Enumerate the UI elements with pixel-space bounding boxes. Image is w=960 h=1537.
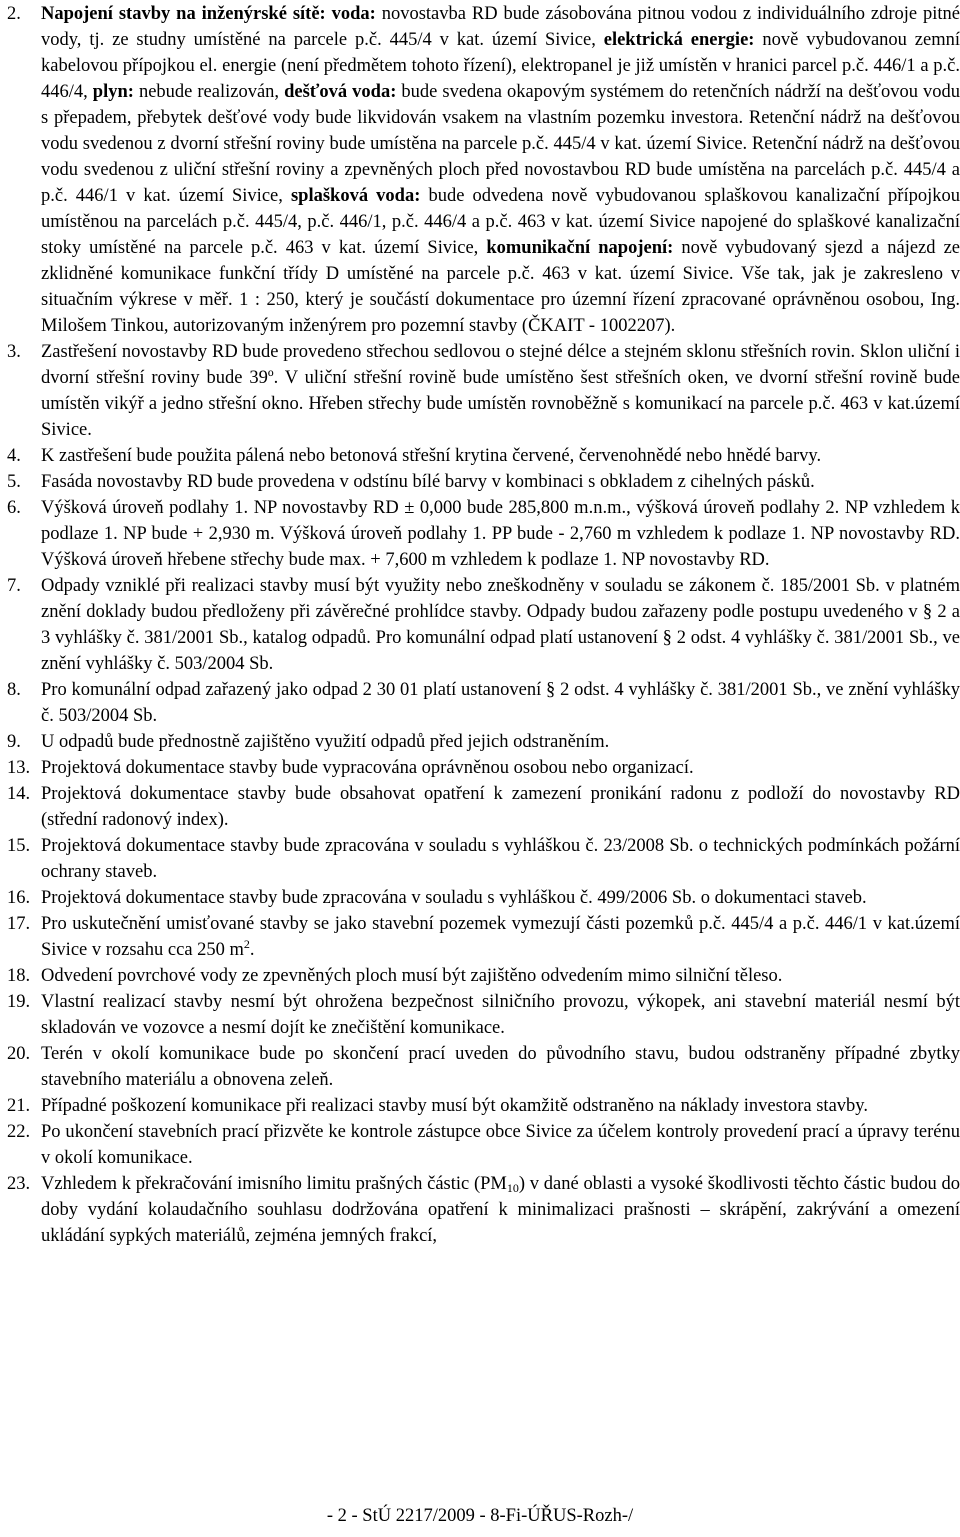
subscript: 10	[506, 1181, 519, 1195]
item-number: 19.	[7, 992, 31, 1012]
item-text	[41, 989, 960, 1041]
text-run: ) v dané oblasti a vysoké škodlivosti těchto částic budou do doby vydání kolaudačního souhlasu dodržována opatření k minimalizaci prašnosti – skrápění, zakrývání a omezení ukládání sypkých materiálů, zejména jemných frakcí,	[41, 1174, 960, 1246]
text-run: Výšková úroveň podlahy 1. NP novostavby RD ± 0,000 bude 285,800 m.n.m., výšková úroveň podlahy 2. NP vzhledem k podlaze 1. NP bude + 2,930 m. Výšková úroveň podlahy 1. PP bude - 2,760 m vzhledem k podlaze 1. NP novostavby RD. Výšková úroveň hřebene střechy bude max. + 7,600 m vzhledem k podlaze 1. NP novostavby RD.	[41, 498, 960, 570]
item-number: 16.	[7, 888, 31, 908]
item-text	[41, 469, 960, 495]
bold-label: elektrická energie:	[603, 30, 755, 50]
list-item	[7, 963, 960, 989]
item-number: 4.	[7, 446, 21, 466]
item-number: 17.	[7, 914, 31, 934]
item-text	[41, 1, 960, 339]
text-run: Vlastní realizací stavby nesmí být ohrožena bezpečnost silničního provozu, výkopek, ani stavební materiál nesmí být skladován ve vozovce a nesmí dojít ke znečištění komunikace.	[41, 992, 960, 1038]
item-number: 20.	[7, 1044, 31, 1064]
text-run: .	[249, 940, 255, 960]
text-run: Případné poškození komunikace při realizaci stavby musí být okamžitě odstraněno na náklady investora stavby.	[41, 1096, 868, 1116]
item-number: 14.	[7, 784, 31, 804]
text-run: Projektová dokumentace stavby bude zpracována v souladu s vyhláškou č. 23/2008 Sb. o technických podmínkách požární ochrany staveb.	[41, 836, 960, 882]
bold-label: plyn:	[92, 82, 134, 102]
text-run: nebude realizován,	[133, 82, 285, 102]
item-text	[41, 443, 960, 469]
text-run: Odvedení povrchové vody ze zpevněných ploch musí být zajištěno odvedením mimo silniční těleso.	[41, 966, 783, 986]
text-run: bude odvedena nově vybudovanou splaškovou kanalizační přípojkou umístěnou na parcelách p.č. 445/4, p.č. 446/1, p.č. 446/4 a p.č. 463 v kat. území Sivice napojené do splaškové kanalizační stoky umístěné na parcele p.č. 463 v kat. území Sivice,	[41, 186, 960, 258]
item-text	[41, 781, 960, 833]
item-number: 15.	[7, 836, 31, 856]
bold-label: dešťová voda:	[284, 82, 397, 102]
list-item	[7, 989, 960, 1041]
item-text	[41, 573, 960, 677]
item-text	[41, 885, 960, 911]
item-text	[41, 495, 960, 573]
text-run: Pro uskutečnění umisťované stavby se jako stavební pozemek vymezují části pozemků p.č. 445/4 a p.č. 446/1 v kat.území Sivice v rozsahu cca 250 m	[41, 914, 960, 960]
list-item	[7, 573, 960, 677]
bold-label: Napojení stavby na inženýrské sítě: voda:	[41, 4, 376, 24]
text-run: Fasáda novostavby RD bude provedena v odstínu bílé barvy v kombinaci s obkladem z cihelných pásků.	[41, 472, 815, 492]
text-run: U odpadů bude přednostně zajištěno využití odpadů před jejich odstraněním.	[41, 732, 610, 752]
list-item	[7, 677, 960, 729]
list-item	[7, 1093, 960, 1119]
bold-label: splašková voda:	[290, 186, 421, 206]
text-run: Projektová dokumentace stavby bude obsahovat opatření k zamezení pronikání radonu z podloží do novostavby RD (střední radonový index).	[41, 784, 960, 830]
item-text	[41, 911, 960, 963]
item-number: 3.	[7, 342, 21, 362]
text-run: Vzhledem k překračování imisního limitu prašných částic (PM	[41, 1174, 507, 1194]
list-item	[7, 443, 960, 469]
list-item	[7, 1171, 960, 1249]
item-number: 9.	[7, 732, 21, 752]
text-run: nově vybudovanou zemní kabelovou přípojkou el. energie (není předmětem tohoto řízení), elektropanel je již umístěn v hranici parcel p.č. 446/1 a p.č. 446/4,	[41, 30, 960, 102]
list-item	[7, 833, 960, 885]
item-text	[41, 963, 960, 989]
item-number: 6.	[7, 498, 21, 518]
list-item	[7, 1119, 960, 1171]
text-run: Po ukončení stavebních prací přizvěte ke kontrole zástupce obce Sivice za účelem kontroly provedení prací a úpravy terénu v okolí komunikace.	[41, 1122, 960, 1168]
item-text	[41, 1119, 960, 1171]
item-number: 23.	[7, 1174, 31, 1194]
text-run: novostavba RD bude zásobována pitnou vodou z individuálního zdroje pitné vody, tj. ze studny umístěné na parcele p.č. 445/4 v kat. území Sivice,	[41, 4, 960, 50]
item-text	[41, 833, 960, 885]
text-run: Projektová dokumentace stavby bude zpracována v souladu s vyhláškou č. 499/2006 Sb. o dokumentaci staveb.	[41, 888, 867, 908]
item-number: 7.	[7, 576, 21, 596]
list-item	[7, 781, 960, 833]
item-number: 5.	[7, 472, 21, 492]
text-run: bude svedena okapovým systémem do retenčních nádrží na dešťovou vodu s přepadem, přebytek dešťové vody bude likvidován vsakem na vlastním pozemku investora. Retenční nádrž na dešťovou vodu svedenou z dvorní střešní roviny bude umístěna na parcele p.č. 445/4 v kat. území Sivice. Retenční nádrž na dešťovou vodu svedenou z uliční střešní roviny a zpevněných ploch před novostavbou RD bude umístěna na parcelách p.č. 445/4 a p.č. 446/1 v kat. území Sivice,	[41, 82, 960, 206]
text-run: nově vybudovaný sjezd a nájezd ze zklidněné komunikace funkční třídy D umístěné na parcele p.č. 463 v kat. území Sivice. Vše tak, jak je zakresleno v situačním výkrese v měř. 1 : 250, který je součástí dokumentace pro územní řízení zpracované oprávněnou osobou, Ing. Milošem Tinkou, autorizovaným inženýrem pro pozemní stavby (ČKAIT - 1002207).	[41, 238, 960, 336]
item-text	[41, 1171, 960, 1249]
item-text	[41, 339, 960, 443]
item-number: 13.	[7, 758, 31, 778]
list-item	[7, 755, 960, 781]
item-text	[41, 677, 960, 729]
list-item	[7, 339, 960, 443]
conditions-list	[7, 1, 960, 1249]
list-item	[7, 469, 960, 495]
text-run: Zastřešení novostavby RD bude provedeno střechou sedlovou o stejné délce a stejném sklonu střešních rovin. Sklon uliční i dvorní střešní roviny bude 39º. V uliční střešní rovině bude umístěno šest střešních oken, ve dvorní střešní rovině bude umístěn vikýř a jedno střešní okno. Hřeben střechy bude umístěn rovnoběžně s komunikací na parcele p.č. 463 v kat.území Sivice.	[41, 342, 960, 440]
item-number: 21.	[7, 1096, 31, 1116]
list-item	[7, 1, 960, 339]
item-number: 22.	[7, 1122, 31, 1142]
item-text	[41, 729, 960, 755]
item-text	[41, 1093, 960, 1119]
item-text	[41, 1041, 960, 1093]
superscript: 2	[243, 937, 250, 951]
list-item	[7, 729, 960, 755]
list-item	[7, 911, 960, 963]
item-text	[41, 755, 960, 781]
list-item	[7, 495, 960, 573]
list-item	[7, 885, 960, 911]
page-footer: - 2 - StÚ 2217/2009 - 8-Fi-ÚŘUS-Rozh-/	[326, 1506, 634, 1526]
text-run: Pro komunální odpad zařazený jako odpad 2 30 01 platí ustanovení § 2 odst. 4 vyhlášky č. 381/2001 Sb., ve znění vyhlášky č. 503/2004 Sb.	[41, 680, 960, 726]
text-run: Odpady vzniklé při realizaci stavby musí být využity nebo zneškodněny v souladu se zákonem č. 185/2001 Sb. v platném znění doklady budou předloženy při závěrečné prohlídce stavby. Odpady budou zařazeny podle postupu uvedeného v § 2 a 3 vyhlášky č. 381/2001 Sb., katalog odpadů. Pro komunální odpad platí ustanovení § 2 odst. 4 vyhlášky č. 381/2001 Sb., ve znění vyhlášky č. 503/2004 Sb.	[41, 576, 960, 674]
text-run: Projektová dokumentace stavby bude vypracována oprávněnou osobou nebo organizací.	[41, 758, 694, 778]
item-number: 2.	[7, 4, 21, 24]
text-run: Terén v okolí komunikace bude po skončení prací uveden do původního stavu, budou odstraněny případné zbytky stavebního materiálu a obnovena zeleň.	[41, 1044, 960, 1090]
bold-label: komunikační napojení:	[486, 238, 674, 258]
item-number: 8.	[7, 680, 21, 700]
item-number: 18.	[7, 966, 31, 986]
text-run: K zastřešení bude použita pálená nebo betonová střešní krytina červené, červenohnědé nebo hnědé barvy.	[41, 446, 822, 466]
list-item	[7, 1041, 960, 1093]
